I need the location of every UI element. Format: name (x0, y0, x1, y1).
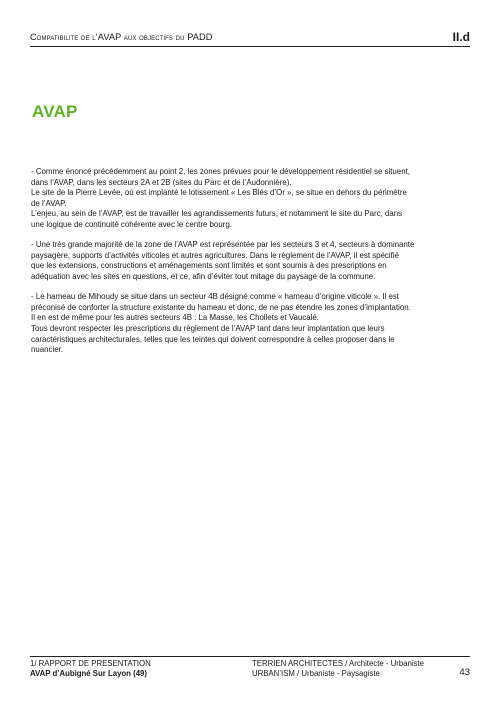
text-line: Tous devront respecter les prescriptions du règlement de l’AVAP tant dans leur implantation que leurs (31, 323, 385, 333)
paragraph-residential-zones (31, 167, 469, 231)
text-line: une logique de continuité cohérente avec le centre bourg. (31, 219, 232, 229)
footer-project-name: AVAP d’Aubigné Sur Layon (49) (30, 668, 147, 678)
text-line: adéquation avec les sites en questions, et ce, afin d’éviter tout mitage du paysage de la commune. (31, 271, 376, 281)
text-line: que les extensions, constructions et aménagements sont limités et sont soumis à des prescriptions en (31, 261, 387, 271)
chapter-code: II.d (452, 30, 470, 44)
text-line: - Une très grande majorité de la zone de l’AVAP est représentée par les secteurs 3 et 4, secteurs à dominante (31, 240, 415, 250)
text-line: caractéristiques architecturales, telles que les teintes qui doivent correspondre à celles proposer dans le (31, 334, 395, 344)
header-divider (30, 46, 470, 47)
footer-architect-credit: TERRIEN ARCHITECTES / Architecte - Urbaniste (252, 659, 425, 668)
section-title: AVAP (32, 102, 78, 121)
footer-document-info (30, 659, 151, 678)
page-header (30, 30, 470, 46)
footer-credits (252, 659, 424, 678)
text-line: nuancier. (31, 345, 64, 355)
text-line: L’enjeu, au sein de l’AVAP, est de travailler les agrandissements futurs, et notamment le site du Parc, dans (31, 209, 403, 219)
footer-divider (30, 656, 470, 657)
paragraph-hamlets (31, 292, 469, 356)
text-line: - Comme énoncé précédemment au point 2, les zones prévues pour le développement résidentiel se situent, (31, 167, 410, 176)
text-line: Le site de la Pierre Levée, où est implanté le lotissement « Les Blés d’Or », se situe en dehors du périmètre (31, 188, 407, 198)
text-line: dans l’AVAP, dans les secteurs 2A et 2B (sites du Parc et de l’Audonnière). (31, 177, 292, 187)
footer-report-label: 1/ RAPPORT DE PRESENTATION (30, 659, 151, 668)
footer-urbanist-credit: URBAN’ISM / Urbaniste - Paysagiste (252, 668, 380, 678)
page-number: 43 (459, 667, 470, 678)
text-line: paysagère, supports d’activités viticoles et autres agricultures. Dans le règlement de l’AVAP, il est spécifié (31, 250, 399, 260)
body-text (31, 167, 469, 365)
text-line: Il en est de même pour les autres secteurs 4B : La Masse, les Chollets et Vaucalé. (31, 313, 320, 323)
text-line: de l’AVAP. (31, 198, 67, 208)
header-title: Compatibilite de l’AVAP aux objectifs du PADD (30, 32, 213, 42)
paragraph-landscape-sectors (31, 240, 469, 282)
text-line: préconisé de conforter la structure existante du hameau et donc, de ne pas étendre les zones d’implantation. (31, 302, 411, 312)
text-line: - Le hameau de Mihoudy se situe dans un secteur 4B désigné comme « hameau d’origine viticole ». Il est (31, 292, 400, 302)
